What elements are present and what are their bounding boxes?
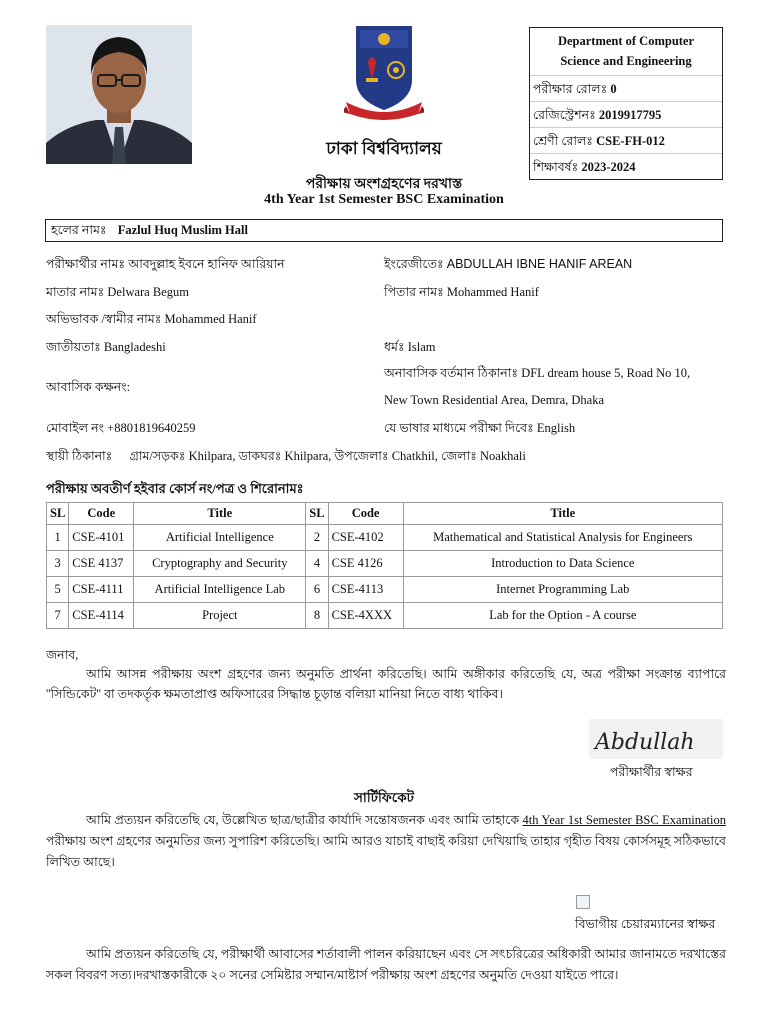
code-cell: CSE-4101 (69, 525, 134, 551)
nonresidential-address-label: অনাবাসিক বর্তমান ঠিকানাঃ (384, 366, 519, 380)
student-name-bn-value: আবদুল্লাহ ইবনে হানিফ আরিয়ান (128, 257, 285, 271)
father-name-value: Mohammed Hanif (446, 285, 539, 299)
post-label: ডাকঘরঃ (238, 449, 282, 463)
permanent-address-label: স্থায়ী ঠিকানাঃ (46, 449, 113, 463)
col-title-2: Title (403, 503, 722, 525)
nonresidential-address-line2: New Town Residential Area, Demra, Dhaka (384, 393, 605, 407)
hall-name-box (45, 219, 723, 242)
title-cell: Cryptography and Security (134, 551, 306, 577)
guardian-name-value: Mohammed Hanif (164, 312, 257, 326)
exam-language-field (384, 420, 575, 440)
title-cell: Internet Programming Lab (403, 577, 722, 603)
table-row (47, 577, 723, 603)
certificate-exam-name: 4th Year 1st Semester BSC Examination (522, 813, 727, 827)
salutation: জনাব, (46, 648, 79, 662)
sl-cell: 8 (306, 603, 328, 629)
hall-label: হলের নামঃ (51, 223, 107, 237)
nationality-value: Bangladeshi (103, 340, 166, 354)
title-cell: Project (134, 603, 306, 629)
exam-language-value: English (536, 421, 576, 435)
department-name-line1: Department of Computer (557, 34, 695, 48)
exam-title: 4th Year 1st Semester BSC Examination (264, 192, 504, 207)
upazila-value: Chatkhil, (391, 449, 438, 463)
title-cell: Lab for the Option - A course (403, 603, 722, 629)
permanent-address-field (46, 448, 526, 468)
sl-cell: 1 (47, 525, 69, 551)
chairman-signature-label: বিভাগীয় চেয়ারম্যানের স্বাক্ষর (575, 917, 716, 931)
title-cell: Artificial Intelligence Lab (134, 577, 306, 603)
religion-value: Islam (407, 340, 436, 354)
mother-name-field (46, 284, 189, 304)
declaration-text: আমি আসন্ন পরীক্ষায় অংশ গ্রহণের জন্য অনুমতি প্রার্থনা করিতেছি। আমি অঙ্গীকার করিতেছি যে, অত্র পরীক্ষা সংক্রান্ত ব্যাপারে ''সিন্ডিকেট'' বা তদকর্তৃক ক্ষমতাপ্রাপ্ত অফিসারের সিদ্ধান্ত চূড়ান্ত বলিয়া মানিয়া নিতে বাধ্য থাকিব। (46, 667, 726, 701)
mobile-field (46, 420, 195, 440)
registration-label: রেজিস্ট্রেশনঃ (533, 108, 596, 122)
father-name-label: পিতার নামঃ (384, 285, 444, 299)
nonresidential-address-line1: DFL dream house 5, Road No 10, (521, 366, 691, 380)
courses-table (46, 502, 723, 629)
code-cell: CSE-4102 (328, 525, 403, 551)
post-value: Khilpara, (284, 449, 332, 463)
courses-header-row (47, 503, 723, 525)
mobile-value: +8801819640259 (107, 421, 196, 435)
exam-roll-label: পরীক্ষার রোলঃ (533, 82, 608, 96)
courses-heading: পরীক্ষায় অবতীর্ণ হইবার কোর্স নং/পত্র ও শিরোনামঃ (46, 481, 304, 496)
mobile-label: মোবাইল নং (46, 421, 105, 435)
department-name-line2: Science and Engineering (560, 54, 692, 68)
chairman-signature-image (576, 895, 590, 909)
nationality-label: জাতীয়তাঃ (46, 340, 101, 354)
student-name-bn-field (46, 256, 285, 276)
col-sl-2: SL (306, 503, 328, 525)
hall-certificate-text: আমি প্রত্যয়ন করিতেছি যে, পরীক্ষার্থী আবাসের শর্তাবালী পালন করিয়াছেন এবং সে সৎচরিত্রের অধিকারী আমার জানামতে দরখাস্তের সকল বিবরণ সত্য।দরখাস্তকারীকে ২০ সনের সেমিষ্টার সম্মান/মাষ্টার্স পরীক্ষায় অংশ গ্রহণের অনুমতি দেওয়া যাইতে পারে। (46, 947, 727, 982)
exam-roll-row (530, 76, 722, 102)
table-row (47, 603, 723, 629)
father-name-field (384, 284, 539, 304)
student-name-bn-label: পরীক্ষার্থীর নামঃ (46, 257, 126, 271)
class-roll-label: শ্রেণী রোলঃ (533, 134, 593, 148)
district-value: Noakhali (480, 449, 526, 463)
sl-cell: 3 (47, 551, 69, 577)
guardian-name-label: অভিভাবক /স্বামীর নামঃ (46, 312, 162, 326)
registration-row (530, 102, 722, 128)
hall-value: Fazlul Huq Muslim Hall (117, 223, 248, 237)
code-cell: CSE-4114 (69, 603, 134, 629)
sl-cell: 5 (47, 577, 69, 603)
religion-field (384, 339, 436, 359)
code-cell: CSE 4137 (69, 551, 134, 577)
district-label: জেলাঃ (441, 449, 477, 463)
student-signature-image (589, 719, 723, 759)
certificate-title: সার্টিফিকেট (353, 790, 414, 805)
table-row (47, 551, 723, 577)
col-sl-1: SL (47, 503, 69, 525)
religion-label: ধর্মঃ (384, 340, 405, 354)
class-roll-value: CSE-FH-012 (596, 134, 665, 148)
mother-name-value: Delwara Begum (107, 285, 189, 299)
code-cell: CSE-4111 (69, 577, 134, 603)
code-cell: CSE 4126 (328, 551, 403, 577)
residential-room-field (46, 379, 130, 399)
certificate-text-part1: আমি প্রত্যয়ন করিতেছি যে, উল্লেখিত ছাত্র/ছাত্রীর কার্যাদি সন্তোষজনক এবং আমি তাহাকে (86, 813, 520, 827)
mother-name-label: মাতার নামঃ (46, 285, 105, 299)
exam-language-label: যে ভাষার মাধ্যমে পরীক্ষা দিবেঃ (384, 421, 534, 435)
session-label: শিক্ষাবর্ষঃ (533, 160, 579, 174)
nonresidential-address-field (384, 365, 690, 385)
col-title-1: Title (134, 503, 306, 525)
guardian-name-field (46, 311, 257, 331)
title-cell: Mathematical and Statistical Analysis for Engineers (403, 525, 722, 551)
university-name: ঢাকা বিশ্ববিদ্যালয় (326, 139, 442, 158)
university-seal (344, 22, 424, 120)
col-code-2: Code (328, 503, 403, 525)
col-code-1: Code (69, 503, 134, 525)
session-value: 2023-2024 (581, 160, 636, 174)
upazila-label: উপজেলাঃ (334, 449, 389, 463)
code-cell: CSE-4XXX (328, 603, 403, 629)
signature-scribble: Abdullah (595, 730, 695, 755)
application-title: পরীক্ষায় অংশগ্রহণের দরখাস্ত (305, 177, 463, 192)
title-cell: Artificial Intelligence (134, 525, 306, 551)
exam-roll-value: 0 (610, 82, 617, 96)
village-label: গ্রাম/সড়কঃ (129, 449, 186, 463)
residential-room-label: আবাসিক কক্ষনং: (46, 380, 131, 394)
student-name-en-field (384, 256, 632, 276)
department-name (530, 28, 722, 76)
table-row (47, 525, 723, 551)
nationality-field (46, 339, 166, 359)
sl-cell: 4 (306, 551, 328, 577)
village-value: Khilpara, (188, 449, 236, 463)
student-name-en-label: ইংরেজীতেঃ (384, 257, 444, 271)
student-name-en-value: ABDULLAH IBNE HANIF AREAN (446, 257, 633, 271)
title-cell: Introduction to Data Science (403, 551, 722, 577)
certificate-text (46, 810, 726, 873)
student-signature-label: পরীক্ষার্থীর স্বাক্ষর (610, 765, 693, 779)
sl-cell: 7 (47, 603, 69, 629)
certificate-text-part2: পরীক্ষায় অংশ গ্রহণের অনুমতির জন্য সুপারিশ করিতেছি। আমি আরও যাচাই বাছাই করিয়া দেখিয়াছি তাহার গৃহীত বিষয় কোর্সসমূহ সঠিকভাবে লিখিত আছে। (46, 834, 726, 869)
registration-value: 2019917795 (598, 108, 662, 122)
sl-cell: 2 (306, 525, 328, 551)
sl-cell: 6 (306, 577, 328, 603)
code-cell: CSE-4113 (328, 577, 403, 603)
